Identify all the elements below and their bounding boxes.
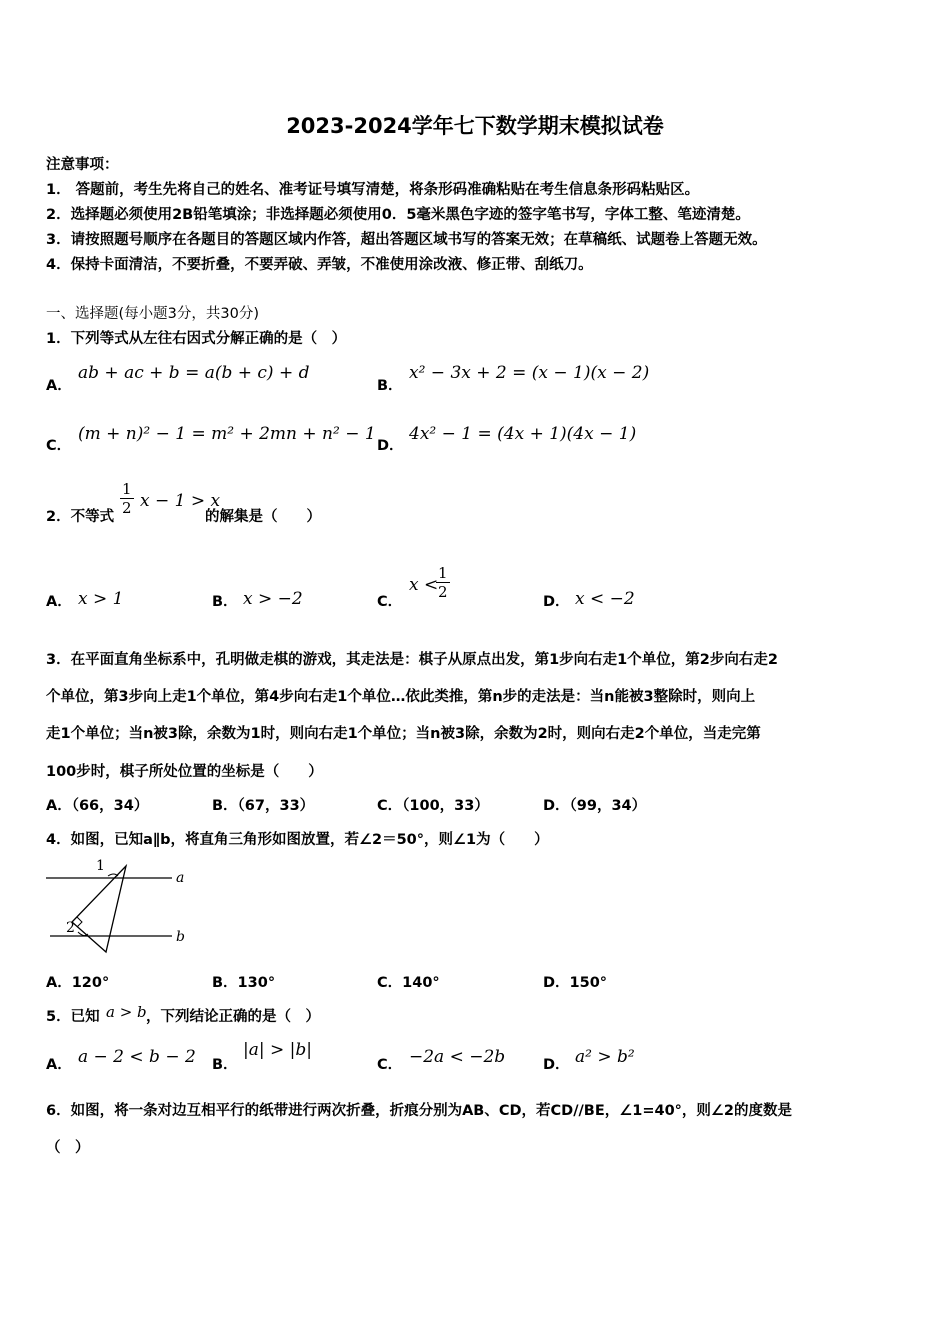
q2-option-c-label: C． (377, 594, 403, 610)
q6-line-2: （ ） (46, 1140, 90, 1156)
q3-line-4: 100步时，棋子所处位置的坐标是（ ） (46, 764, 323, 780)
q2-stem-pre: 2．不等式 (46, 509, 115, 525)
q4-stem: 4．如图，已知a∥b，将直角三角形如图放置，若∠2＝50°，则∠1为（ ） (46, 832, 549, 848)
q1-option-c: (m + n)² − 1 = m² + 2mn + n² − 1 (78, 424, 376, 444)
q2-fraction (120, 480, 134, 517)
q2-frac-den: 2 (122, 499, 132, 517)
q5-stem-expr: a > b (106, 1003, 147, 1021)
q1-option-d: 4x² − 1 = (4x + 1)(4x − 1) (409, 424, 637, 444)
q2-frac-num: 1 (122, 480, 132, 498)
q2-option-d-label: D． (543, 594, 570, 610)
q1-option-c-label: C． (46, 438, 72, 454)
section-heading: 一、选择题(每小题3分，共30分) (46, 306, 259, 322)
q2-option-b: x > −2 (243, 589, 303, 609)
q3-line-2: 个单位，第3步向上走1个单位，第4步向右走1个单位…依此类推，第n步的走法是：当n能被3整除时，则向上 (46, 689, 756, 705)
q2-option-b-label: B． (212, 594, 238, 610)
angle-2-label: 2 (66, 920, 75, 936)
q1-option-a-label: A． (46, 378, 72, 394)
q2-option-c-pre: x < (409, 575, 439, 595)
notice-item-2: 2．选择题必须使用2B铅笔填涂；非选择题必须使用0．5毫米黑色字迹的签字笔书写，字体工整、笔迹清楚。 (46, 207, 750, 223)
q4-option-d: D．150° (543, 975, 608, 991)
q5-option-c-label: C． (377, 1057, 403, 1073)
q5-option-d-label: D． (543, 1057, 570, 1073)
q3-option-d: D．（99，34） (543, 798, 647, 814)
line-b-label: b (176, 929, 185, 945)
q2-option-a-label: A． (46, 594, 72, 610)
q2-option-d: x < −2 (575, 589, 635, 609)
angle-1-label: 1 (96, 858, 105, 874)
q1-option-a: ab + ac + b = a(b + c) + d (78, 363, 310, 383)
q3-option-b: B．（67，33） (212, 798, 315, 814)
q5-option-c: −2a < −2b (409, 1047, 506, 1067)
q2-c-frac-den: 2 (438, 583, 448, 601)
q3-option-c: C．（100，33） (377, 798, 489, 814)
q2-option-c-fraction (436, 564, 450, 601)
q5-stem-post: ，下列结论正确的是（ ） (146, 1009, 320, 1025)
notice-heading: 注意事项： (46, 157, 119, 173)
q2-stem-expr: x − 1 > x (140, 491, 221, 511)
q4-option-a: A．120° (46, 975, 110, 991)
q2-stem-post: 的解集是（ ） (205, 509, 321, 525)
line-a-label: a (176, 870, 185, 886)
q5-option-b: |a| > |b| (243, 1040, 312, 1060)
q6-line-1: 6．如图，将一条对边互相平行的纸带进行两次折叠，折痕分别为AB、CD，若CD//BE，∠1=40°，则∠2的度数是 (46, 1103, 793, 1119)
q2-c-frac-num: 1 (438, 564, 448, 582)
q5-option-d: a² > b² (575, 1047, 635, 1067)
q4-option-b: B．130° (212, 975, 276, 991)
q3-line-1: 3．在平面直角坐标系中，孔明做走棋的游戏，其走法是：棋子从原点出发，第1步向右走1个单位，第2步向右走2 (46, 652, 778, 668)
q5-option-a-label: A． (46, 1057, 72, 1073)
q4-figure (44, 852, 194, 957)
q1-option-b: x² − 3x + 2 = (x − 1)(x − 2) (409, 363, 650, 383)
page-title: 2023-2024学年七下数学期末模拟试卷 (286, 114, 664, 138)
q5-option-a: a − 2 < b − 2 (78, 1047, 196, 1067)
q2-option-a: x > 1 (78, 589, 124, 609)
notice-item-3: 3．请按照题号顺序在各题目的答题区域内作答，超出答题区域书写的答案无效；在草稿纸、试题卷上答题无效。 (46, 232, 767, 248)
q1-option-d-label: D． (377, 438, 404, 454)
q5-stem-pre: 5．已知 (46, 1009, 100, 1025)
q5-option-b-label: B． (212, 1057, 238, 1073)
notice-item-4: 4．保持卡面清洁，不要折叠，不要弄破、弄皱，不准使用涂改液、修正带、刮纸刀。 (46, 257, 593, 273)
q4-option-c: C．140° (377, 975, 440, 991)
notice-item-1: 1． 答题前，考生先将自己的姓名、准考证号填写清楚，将条形码准确粘贴在考生信息条形码粘贴区。 (46, 182, 700, 198)
q1-option-b-label: B． (377, 378, 403, 394)
q3-option-a: A．（66，34） (46, 798, 149, 814)
q1-stem: 1．下列等式从左往右因式分解正确的是（ ） (46, 331, 347, 347)
q3-line-3: 走1个单位；当n被3除，余数为1时，则向右走1个单位；当n被3除，余数为2时，则向右走2个单位，当走完第 (46, 726, 761, 742)
right-angle-mark (77, 917, 82, 927)
right-triangle (72, 866, 126, 952)
